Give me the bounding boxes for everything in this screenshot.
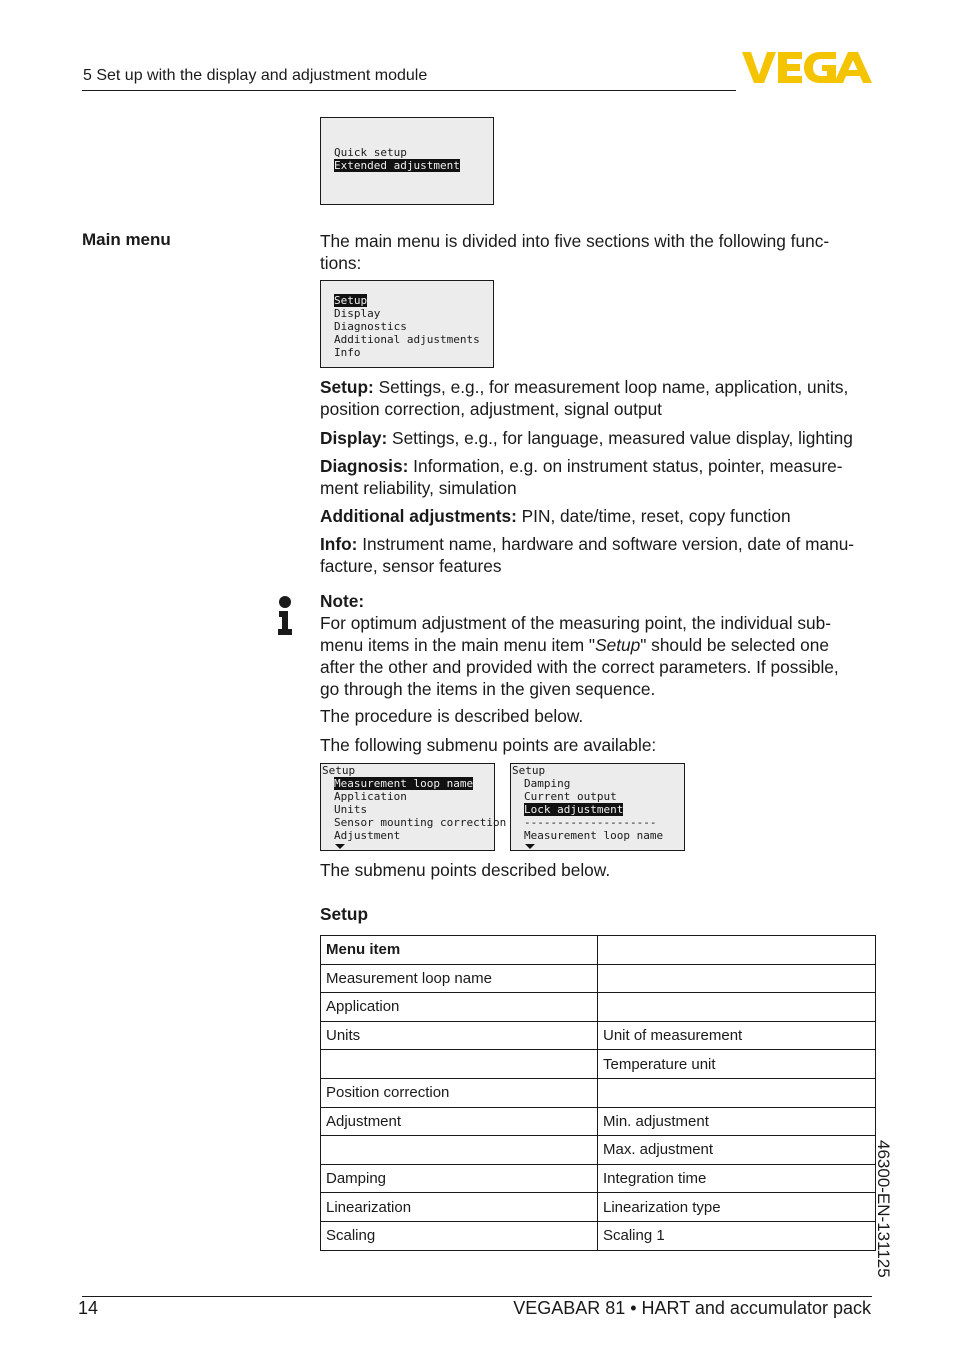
vega-logo xyxy=(742,52,872,84)
info-icon xyxy=(275,596,295,636)
main-menu-intro: The main menu is divided into five sections with the following func-tions: xyxy=(320,231,830,273)
submenu-note: The submenu points described below. xyxy=(320,860,611,880)
table-row xyxy=(321,964,876,993)
table-cell: Adjustment xyxy=(321,1107,598,1136)
table-cell: Position correction xyxy=(321,1078,598,1107)
table-row xyxy=(321,1021,876,1050)
table-row xyxy=(321,1193,876,1222)
lcd-item-diagnostics: Diagnostics xyxy=(334,320,407,333)
table-cell: Application xyxy=(321,993,598,1022)
table-cell xyxy=(598,1078,876,1107)
table-cell: Units xyxy=(321,1021,598,1050)
table-cell: Linearization xyxy=(321,1193,598,1222)
table-header-cell xyxy=(598,936,876,965)
header-divider xyxy=(82,90,736,91)
table-row xyxy=(321,1164,876,1193)
lcd-start-screen xyxy=(320,117,494,205)
table-cell xyxy=(321,1050,598,1079)
table-cell: Max. adjustment xyxy=(598,1136,876,1165)
footer-divider xyxy=(82,1296,872,1297)
section-title: 5 Set up with the display and adjustment module xyxy=(83,67,428,84)
scroll-down-arrow-icon xyxy=(525,844,535,849)
table-row xyxy=(321,1136,876,1165)
table-row xyxy=(321,1050,876,1079)
section-setup: Setup: Settings, e.g., for measurement loop name, application, units, position correction, adjustment, signal output xyxy=(320,377,849,419)
setup-heading: Setup xyxy=(320,904,369,924)
lcd-line-selected: Extended adjustment xyxy=(334,159,460,172)
lcd-main-menu xyxy=(320,280,494,368)
table-cell: Temperature unit xyxy=(598,1050,876,1079)
section-additional: Additional adjustments: PIN, date/time, reset, copy function xyxy=(320,506,791,526)
table-cell xyxy=(321,1136,598,1165)
table-cell: Integration time xyxy=(598,1164,876,1193)
table-cell xyxy=(598,964,876,993)
lcd-submenu-2: Setup Damping Current output Lock adjustment -------------------- Measurement loop name xyxy=(510,763,685,851)
table-cell: Min. adjustment xyxy=(598,1107,876,1136)
table-cell: Damping xyxy=(321,1164,598,1193)
table-cell xyxy=(598,993,876,1022)
note-title: Note: xyxy=(320,591,365,611)
table-cell: Scaling 1 xyxy=(598,1221,876,1250)
lcd-submenu-1: Setup Measurement loop name Application Units Sensor mounting correction Adjustment xyxy=(320,763,495,851)
note-text: For optimum adjustment of the measuring point, the individual sub-menu items in the main menu item "Setup" should be selected one after the other and provided with the correct parameters. If possible, go through the items in the given sequence. xyxy=(320,613,839,699)
table-cell: Unit of measurement xyxy=(598,1021,876,1050)
section-diagnosis: Diagnosis: Information, e.g. on instrument status, pointer, measure-ment reliability, simulation xyxy=(320,456,843,498)
table-header-row xyxy=(321,936,876,965)
table-cell: Scaling xyxy=(321,1221,598,1250)
table-cell: Measurement loop name xyxy=(321,964,598,993)
page-number: 14 xyxy=(78,1298,99,1318)
scroll-down-arrow-icon xyxy=(335,844,345,849)
table-row xyxy=(321,1221,876,1250)
main-menu-label: Main menu xyxy=(82,230,171,249)
table-cell: Linearization type xyxy=(598,1193,876,1222)
lcd-item-display: Display xyxy=(334,307,381,320)
product-title: VEGABAR 81 • HART and accumulator pack xyxy=(513,1298,871,1318)
lcd-item-additional: Additional adjustments xyxy=(334,333,480,346)
procedure-text: The procedure is described below. xyxy=(320,706,584,726)
setup-menu-table xyxy=(320,935,876,1251)
available-text: The following submenu points are available: xyxy=(320,735,657,755)
lcd-item-setup: Setup xyxy=(334,294,368,307)
lcd-item-info: Info xyxy=(334,346,361,359)
lcd-line: Quick setup xyxy=(334,146,407,159)
table-header-cell: Menu item xyxy=(321,936,598,965)
table-row xyxy=(321,1078,876,1107)
table-row xyxy=(321,993,876,1022)
table-row xyxy=(321,1107,876,1136)
section-display: Display: Settings, e.g., for language, measured value display, lighting xyxy=(320,428,853,448)
document-id: 46300-EN-131125 xyxy=(874,1140,893,1278)
section-info: Info: Instrument name, hardware and software version, date of manu-facture, sensor features xyxy=(320,534,855,576)
